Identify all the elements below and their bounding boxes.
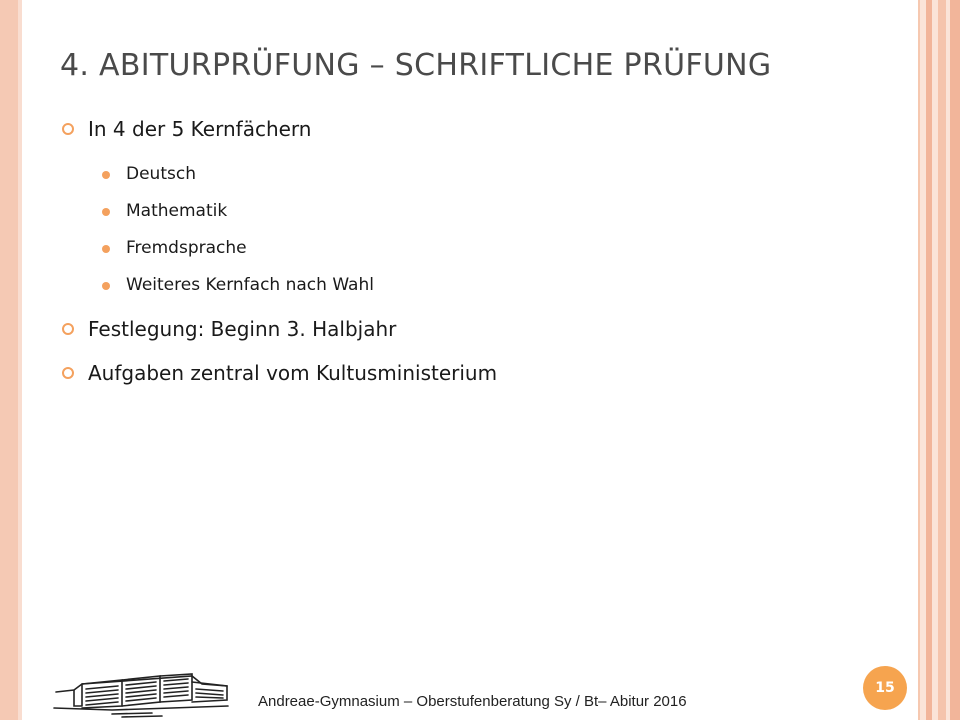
slide-title: 4. ABITURPRÜFUNG – SCHRIFTLICHE PRÜFUNG bbox=[60, 48, 772, 83]
sub-bullet-text: Mathematik bbox=[126, 201, 228, 221]
page-number-badge: 15 bbox=[863, 666, 907, 710]
bullet-list bbox=[60, 112, 910, 400]
sub-bullet-text: Fremdsprache bbox=[126, 238, 247, 258]
bullet-text: Aufgaben zentral vom Kultusministerium bbox=[88, 361, 498, 385]
sub-bullet-text: Deutsch bbox=[126, 164, 196, 184]
right-border-decoration bbox=[918, 0, 960, 720]
sub-bullet-text: Weiteres Kernfach nach Wahl bbox=[126, 275, 374, 295]
sub-bullet-item bbox=[60, 156, 910, 193]
dot-bullet-icon bbox=[102, 171, 110, 179]
ring-bullet-icon bbox=[62, 123, 74, 135]
footer-text: Andreae-Gymnasium – Oberstufenberatung Sy / Bt– Abitur 2016 bbox=[258, 693, 687, 710]
sub-bullet-item bbox=[60, 230, 910, 267]
bullet-item bbox=[60, 312, 910, 356]
bullet-item bbox=[60, 112, 910, 156]
sub-bullet-item bbox=[60, 193, 910, 230]
sub-bullet-item bbox=[60, 267, 910, 304]
ring-bullet-icon bbox=[62, 323, 74, 335]
school-building-sketch-icon bbox=[52, 662, 232, 718]
left-border-decoration bbox=[0, 0, 18, 720]
bullet-text: Festlegung: Beginn 3. Halbjahr bbox=[88, 317, 397, 341]
ring-bullet-icon bbox=[62, 367, 74, 379]
bullet-item bbox=[60, 356, 910, 400]
dot-bullet-icon bbox=[102, 282, 110, 290]
bullet-text: In 4 der 5 Kernfächern bbox=[88, 117, 312, 141]
dot-bullet-icon bbox=[102, 245, 110, 253]
dot-bullet-icon bbox=[102, 208, 110, 216]
